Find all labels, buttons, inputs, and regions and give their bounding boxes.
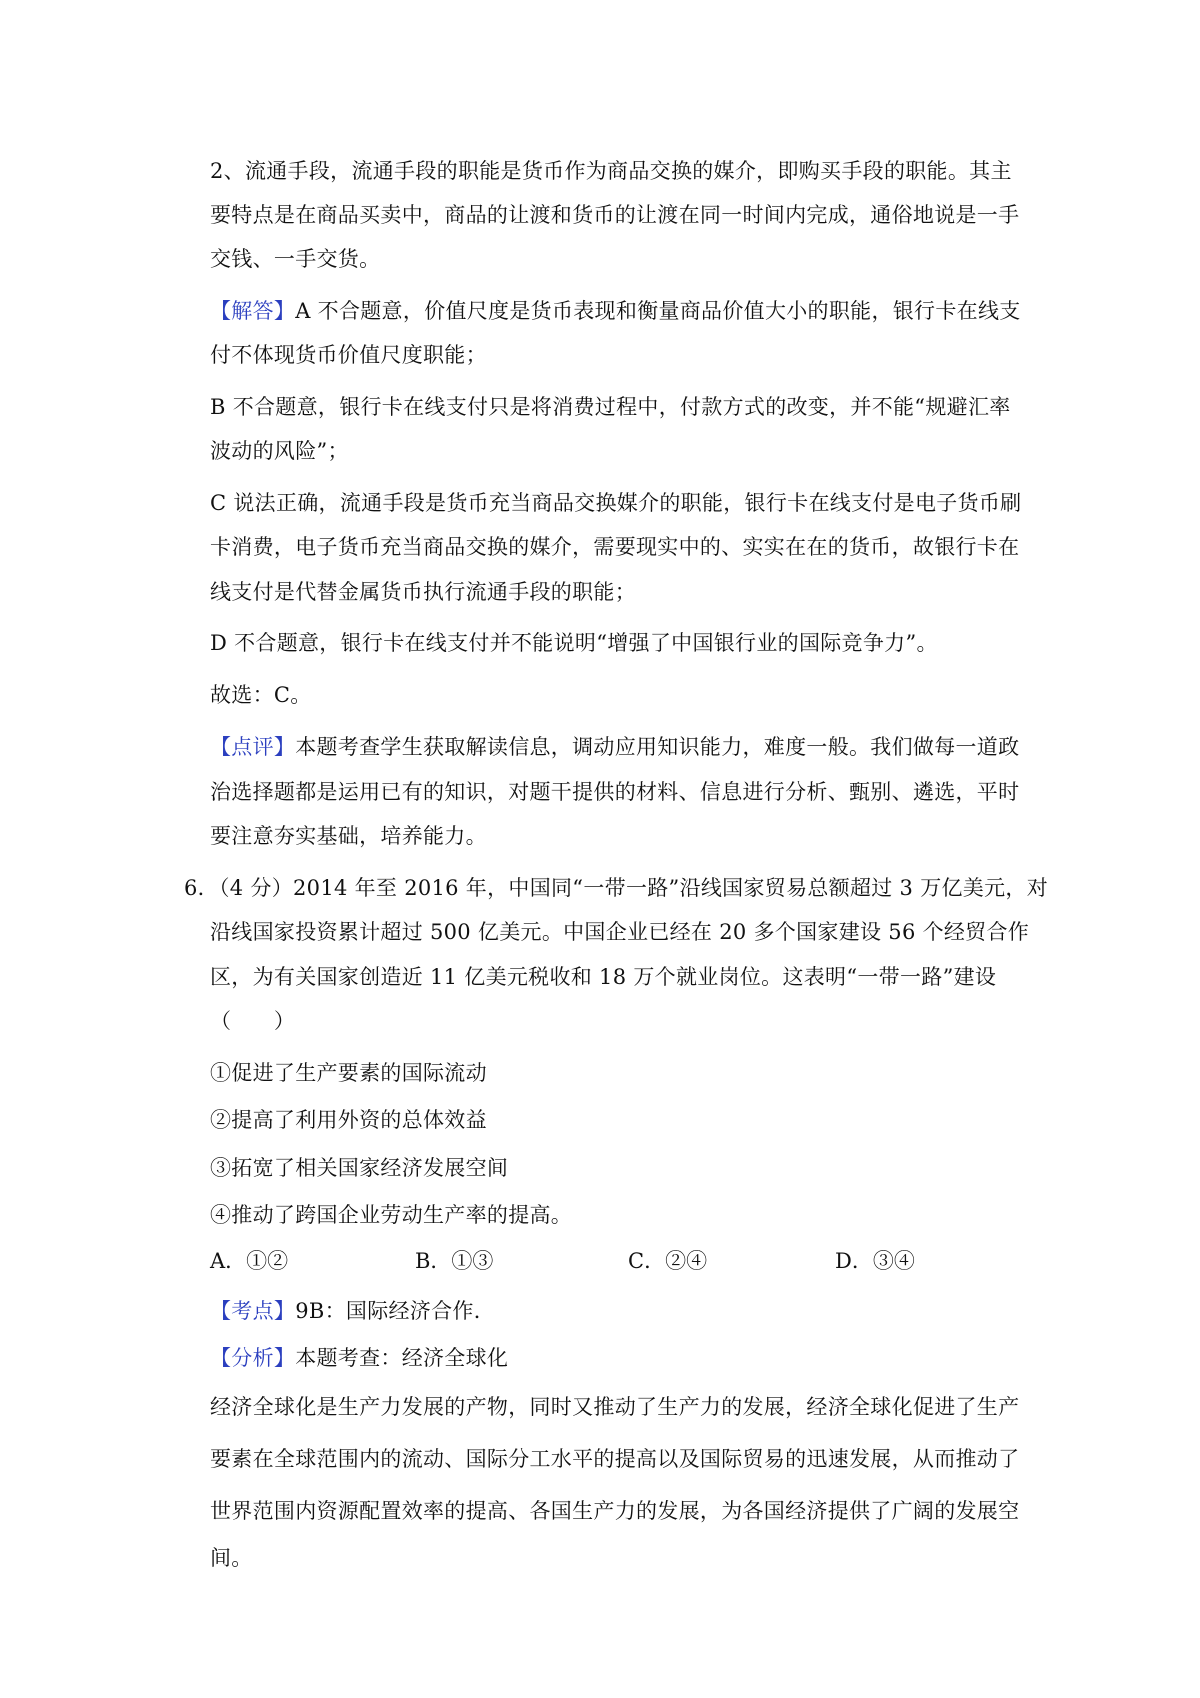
statement-1: ①促进了生产要素的国际流动 [210,1061,487,1085]
question-6-first-line: 6．（4 分）2014 年至 2016 年，中国同“一带一路”沿线国家贸易总额超过 3 万亿美元，对 [184,876,1048,900]
statement-2: ②提高了利用外资的总体效益 [210,1108,487,1132]
kaodian-line [210,1296,495,1326]
answer-options [210,1246,990,1276]
answer-line: B 不合题意，银行卡在线支付只是将消费过程中，付款方式的改变，并不能“规避汇率 [210,395,1011,419]
question-6-blank: （ ） [210,1009,296,1033]
answer-line: 故选：C。 [210,683,312,707]
intro-line: 交钱、一手交货。 [210,247,381,271]
option-a[interactable]: A．①② [210,1249,289,1273]
analysis-first-text: 本题考查：经济全球化 [295,1346,509,1370]
answer-line: D 不合题意，银行卡在线支付并不能说明“增强了中国银行业的国际竞争力”。 [210,631,938,655]
answer-line: 线支付是代替金属货币执行流通手段的职能； [210,580,636,604]
question-6-line: 沿线国家投资累计超过 500 亿美元。中国企业已经在 20 多个国家建设 56 个经贸合作 [210,920,1030,944]
review-tag: 【点评】 [210,735,296,759]
answer-first-line [210,296,1021,326]
answer-line: C 说法正确，流通手段是货币充当商品交换媒介的职能，银行卡在线支付是电子货币刷 [210,491,1022,515]
option-c[interactable]: C．②④ [628,1249,708,1273]
intro-line: 要特点是在商品买卖中，商品的让渡和货币的让渡在同一时间内完成，通俗地说是一手 [210,203,1020,227]
intro-line: 2、流通手段，流通手段的职能是货币作为商品交换的媒介，即购买手段的职能。其主 [210,159,1012,183]
statement-3: ③拓宽了相关国家经济发展空间 [210,1156,509,1180]
analysis-tag: 【分析】 [210,1346,296,1370]
analysis-first-line [210,1343,508,1373]
review-first-text: 本题考查学生获取解读信息，调动应用知识能力，难度一般。我们做每一道政 [295,735,1020,759]
option-d[interactable]: D．③④ [835,1249,915,1273]
answer-tag: 【解答】 [210,299,296,323]
answer-line: 卡消费，电子货币充当商品交换的媒介，需要现实中的、实实在在的货币，故银行卡在 [210,535,1020,559]
analysis-line: 经济全球化是生产力发展的产物，同时又推动了生产力的发展，经济全球化促进了生产 [210,1395,1020,1419]
kaodian-tag: 【考点】 [210,1299,296,1323]
review-first-line [210,732,1019,762]
option-b[interactable]: B．①③ [415,1249,494,1273]
question-6-line: 区，为有关国家创造近 11 亿美元税收和 18 万个就业岗位。这表明“一带一路”建设 [210,965,997,989]
analysis-line: 要素在全球范围内的流动、国际分工水平的提高以及国际贸易的迅速发展，从而推动了 [210,1447,1020,1471]
kaodian-text: 9B：国际经济合作． [295,1299,495,1323]
answer-first-text: A 不合题意，价值尺度是货币表现和衡量商品价值大小的职能，银行卡在线支 [295,299,1021,323]
answer-line: 波动的风险”； [210,439,349,463]
review-line: 治选择题都是运用已有的知识，对题干提供的材料、信息进行分析、甄别、遴选，平时 [210,780,1020,804]
analysis-line: 世界范围内资源配置效率的提高、各国生产力的发展，为各国经济提供了广阔的发展空 [210,1499,1020,1523]
review-line: 要注意夯实基础，培养能力。 [210,824,487,848]
statement-4: ④推动了跨国企业劳动生产率的提高。 [210,1203,573,1227]
analysis-line: 间。 [210,1546,253,1570]
answer-line: 付不体现货币价值尺度职能； [210,343,487,367]
